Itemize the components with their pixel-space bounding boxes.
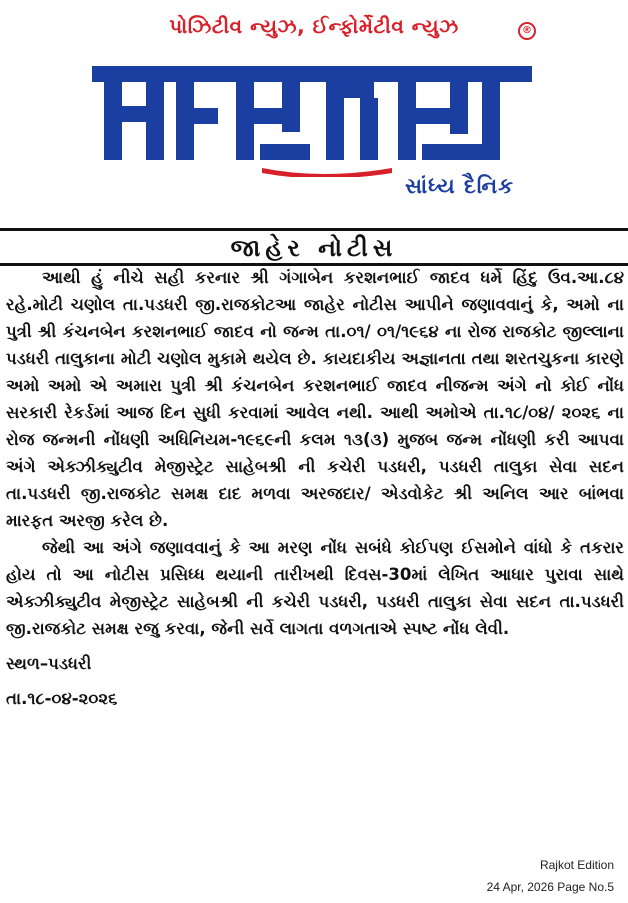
- notice-date: તા.૧૮-૦૪-૨૦૨૬: [6, 689, 118, 708]
- notice-body: [6, 264, 624, 712]
- footer-date-page: 24 Apr, 2026 Page No.5: [486, 880, 614, 894]
- registered-mark: ®: [518, 22, 536, 40]
- divider-top: [0, 228, 628, 231]
- notice-paragraph-2: જેથી આ અંગે જણાવવાનું કે આ મરણ નોંધ સબંધે કોઈપણ ઈસમોને વાંધો કે તકરાર હોય તો આ નોટીસ પ્રસિધ્ધ થયાની તારીખથી દિવસ-30માં લેખિત આધાર પુરાવા સાથે એક્ઝીક્યુટીવ મેજીસ્ટ્રેટ સાહેબશ્રી ની કચેરી પડધરી, પડધરી તાલુકા સેવા સદન તા.પડધરી જી.રાજકોટ સમક્ષ રજુ કરવા, જેની સર્વે લાગતા વળગતાએ સ્પષ્ટ નોંધ લેવી.: [6, 538, 624, 638]
- masthead-tagline: પોઝિટીવ ન્યુઝ, ઈન્ફોર્મેટીવ ન્યુઝ: [169, 14, 459, 38]
- newspaper-logo: [92, 52, 532, 177]
- masthead: [0, 0, 628, 228]
- notice-place: સ્થળ–પડધરી: [6, 654, 92, 673]
- notice-paragraph-1: આથી હું નીચે સહી કરનાર શ્રી ગંગાબેન કરશનભાઈ જાદવ ધર્મે હિંદુ ઉવ.આ.૮૪ રહે.મોટી ચણોલ તા.પડધરી જી.રાજકોટઆ જાહેર નોટીસ આપીને જણાવવાનું કે, અમો ના પુત્રી શ્રી કંચનબેન કરશનભાઈ જાદવ નો જન્મ તા.૦૧/ ૦૧/૧૯૬૪ ના રોજ રાજકોટ જીલ્લાના પડધરી તાલુકાના મોટી ચણોલ મુકામે થયેલ છે. કાયદાકીય અજ્ઞાનતા તથા શરતચુકના કારણે અમો અમો એ અમારા પુત્રી શ્રી કંચનબેન કરશનભાઈ જાદવ નીજન્મ અંગે નો કોઈ નોંધ સરકારી રેકર્ડમાં આજ દિન સુધી કરવામાં આવેલ નથી. આથી અમોએ તા.૧૮/૦૪/ ૨૦૨૬ ના રોજ જન્મની નોંધણી અધિનિયમ-૧૯૬૯ની કલમ ૧૩(૩) મુજબ જન્મ નોંધણી કરી આપવા અંગે એક્ઝીક્યુટીવ મેજીસ્ટ્રેટ સાહેબશ્રી ની કચેરી પડધરી, પડધરી તાલુકા સેવા સદન તા.પડધરી જી.રાજકોટ સમક્ષ દાદ મળવા અરજદાર/ એડવોકેટ શ્રી અનિલ આર બાંભવા મારફત અરજી કરેલ છે.: [6, 268, 624, 530]
- notice-title: જાહેર નોટીસ: [230, 234, 398, 262]
- footer-edition: Rajkot Edition: [539, 858, 614, 872]
- edition-type: સાંધ્ય દૈનિક: [405, 174, 514, 198]
